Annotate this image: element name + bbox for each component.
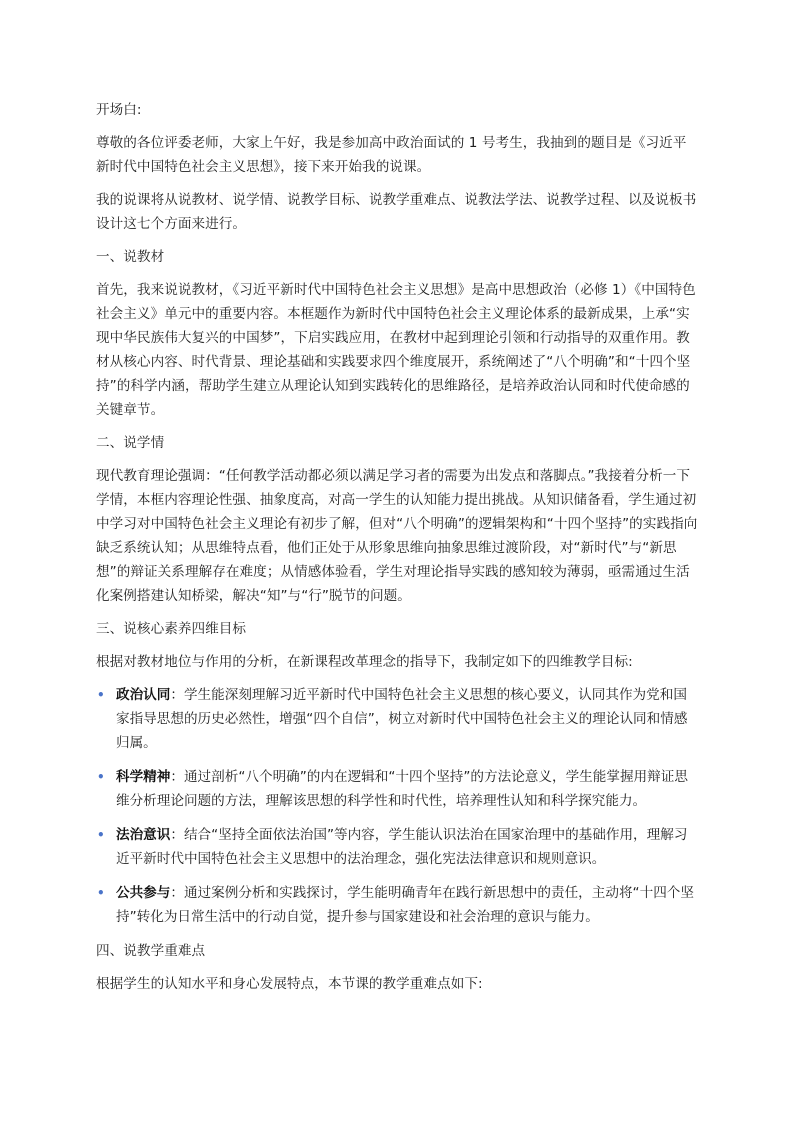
section-heading-goals: 三、说核心素养四维目标 bbox=[96, 621, 247, 637]
outline-paragraph: 我的说课将从说教材、说学情、说教学目标、说教学重难点、说教法学法、说教学过程、以及说板书设计这七个方面来进行。 bbox=[96, 192, 697, 232]
bullet-icon: • bbox=[97, 688, 105, 702]
section-heading-learners: 二、说学情 bbox=[96, 435, 165, 451]
section-body-textbook: 首先，我来说说教材，《习近平新时代中国特色社会主义思想》是高中思想政治（必修 1）《中国特色社会主义》单元中的重要内容。本框题作为新时代中国特色社会主义理论体系的最新成果，上承“实现中华民族伟大复兴的中国梦”，下启实践应用，在教材中起到理论引领和行动指导的双重作用。教材从核心内容、时代背景、理论基础和实践要求四个维度展开，系统阐述了“八个明确”和“十四个坚持”的科学内涵，帮助学生建立从理论认知到实践转化的思维路径，是培养政治认同和时代使命感的关键章节。 bbox=[96, 282, 696, 418]
document-page bbox=[96, 98, 699, 1005]
goals-list bbox=[96, 683, 699, 929]
section-heading-textbook: 一、说教材 bbox=[96, 249, 165, 265]
bullet-icon: • bbox=[97, 770, 105, 784]
goal-item-political-identity bbox=[96, 683, 699, 755]
goal-title: 公共参与 bbox=[116, 885, 171, 901]
goal-item-public-participation bbox=[96, 881, 699, 929]
goal-text: ：通过剖析“八个明确”的内在逻辑和“十四个坚持”的方法论意义，学生能掌握用辩证思维分析理论问题的方法，理解该思想的科学性和时代性，培养理性认知和科学探究能力。 bbox=[116, 769, 688, 809]
intro-paragraph: 尊敬的各位评委老师，大家上午好，我是参加高中政治面试的 1 号考生，我抽到的题目是《习近平新时代中国特色社会主义思想》，接下来开始我的说课。 bbox=[96, 135, 687, 175]
section-intro-goals: 根据对教材地位与作用的分析，在新课程改革理念的指导下，我制定如下的四维教学目标: bbox=[96, 654, 633, 670]
goal-title: 科学精神 bbox=[116, 769, 171, 785]
goal-title: 法治意识 bbox=[116, 827, 171, 843]
bullet-icon: • bbox=[97, 828, 105, 842]
goal-text: ：学生能深刻理解习近平新时代中国特色社会主义思想的核心要义，认同其作为党和国家指导思想的历史必然性，增强“四个自信”，树立对新时代中国特色社会主义的理论认同和情感归属。 bbox=[116, 687, 688, 751]
section-intro-key-points: 根据学生的认知水平和身心发展特点，本节课的教学重难点如下: bbox=[96, 976, 483, 992]
opening-label: 开场白: bbox=[96, 102, 142, 118]
goal-item-rule-of-law bbox=[96, 823, 699, 871]
goal-title: 政治认同 bbox=[116, 687, 171, 703]
goal-text: ：结合“坚持全面依法治国”等内容，学生能认识法治在国家治理中的基础作用，理解习近平新时代中国特色社会主义思想中的法治理念，强化宪法法律意识和规则意识。 bbox=[116, 827, 688, 867]
goal-text: ：通过案例分析和实践探讨，学生能明确青年在践行新思想中的责任，主动将“十四个坚持”转化为日常生活中的行动自觉，提升参与国家建设和社会治理的意识与能力。 bbox=[116, 885, 694, 925]
goal-item-scientific-spirit bbox=[96, 765, 699, 813]
bullet-icon: • bbox=[97, 886, 105, 900]
section-heading-key-points: 四、说教学重难点 bbox=[96, 943, 206, 959]
section-body-learners: 现代教育理论强调：“任何教学活动都必须以满足学习者的需要为出发点和落脚点。”我接着分析一下学情，本框内容理论性强、抽象度高，对高一学生的认知能力提出挑战。从知识储备看，学生通过初中学习对中国特色社会主义理论有初步了解，但对“八个明确”的逻辑架构和“十四个坚持”的实践指向缺乏系统认知；从思维特点看，他们正处于从形象思维向抽象思维过渡阶段，对“新时代”与“新思想”的辩证关系理解存在难度；从情感体验看，学生对理论指导实践的感知较为薄弱，亟需通过生活化案例搭建认知桥梁，解决“知”与“行”脱节的问题。 bbox=[96, 468, 698, 604]
